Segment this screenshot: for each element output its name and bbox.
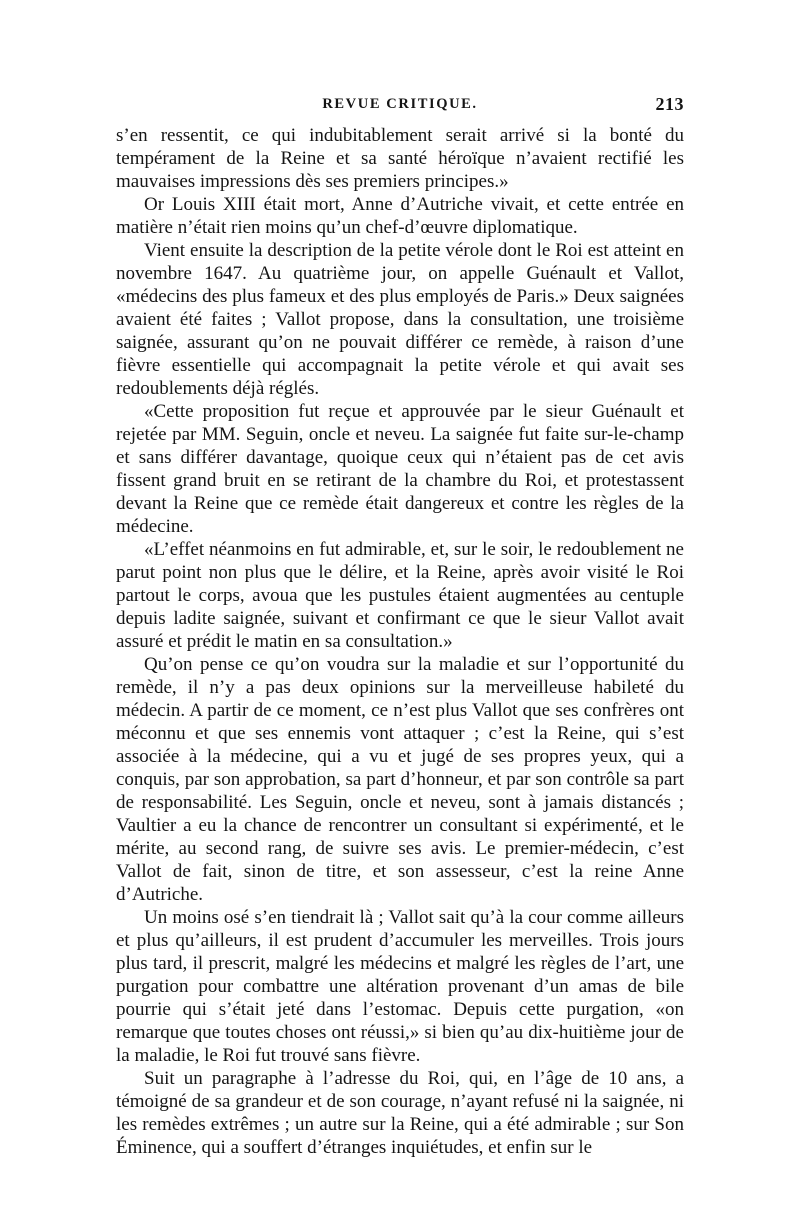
paragraph-roi: Suit un paragraphe à l’adresse du Roi, qui, en l’âge de 10 ans, a témoigné de sa grandeur et de son courage, n’ayant refusé ni la saignée, ni les remèdes extrêmes ; un autre sur la Reine, qui a été admirable ; sur Son Éminence, qui a souffert d’étranges inquiétudes, et enfin sur le [116, 1068, 684, 1158]
paragraph-opinions: Qu’on pense ce qu’on voudra sur la maladie et sur l’opportunité du remède, il n’y a pas deux opinions sur la merveilleuse habileté du médecin. A partir de ce moment, ce n’est plus Vallot que ses confrères ont méconnu et que ses ennemis vont attaquer ; c’est la Reine, qui s’est associée à la médecine, qui a vu et jugé de ses propres yeux, qui a conquis, par son approbation, sa part d’honneur, et par son contrôle sa part de responsabilité. Les Seguin, oncle et neveu, sont à jamais distancés ; Vaultier a eu la chance de rencontrer un consultant si expérimenté, et le mérite, au second rang, de suivre ses avis. Le premier-médecin, c’est Vallot de fait, sinon de titre, et son assesseur, c’est la reine Anne d’Autriche. [116, 654, 684, 905]
paragraph-louis-xiii: Or Louis XIII était mort, Anne d’Autriche vivait, et cette entrée en matière n’était rien moins qu’un chef-d’œuvre diplomatique. [116, 194, 684, 238]
running-title: REVUE CRITIQUE. [322, 96, 478, 112]
body-text [116, 124, 684, 1159]
page-number: 213 [655, 94, 684, 114]
document-page [116, 96, 684, 1159]
page-header [116, 96, 684, 122]
paragraph-petite-verole: Vient ensuite la description de la petite vérole dont le Roi est atteint en novembre 1647. Au quatrième jour, on appelle Guénault et Vallot, «médecins des plus fameux et des plus employés de Paris.» Deux saignées avaient été faites ; Vallot propose, dans la consultation, une troisième saignée, assurant qu’on ne pouvait différer ce remède, à raison d’une fièvre essentielle qui accompagnait la petite vérole et qui avait ses redoublements déjà réglés. [116, 240, 684, 399]
paragraph-effet: «L’effet néanmoins en fut admirable, et, sur le soir, le redoublement ne parut point non plus que le délire, et la Reine, après avoir visité le Roi partout le corps, avoua que les pustules étaient augmentées au centuple depuis ladite saignée, suivant et confirmant ce que le sieur Vallot avait assuré et prédit le matin en sa consultation.» [116, 539, 684, 652]
paragraph-continuation: s’en ressentit, ce qui indubitablement serait arrivé si la bonté du tempérament de la Reine et sa santé héroïque n’avaient rectifié les mauvaises impressions dès ses premiers principes.» [116, 125, 684, 192]
paragraph-purgation: Un moins osé s’en tiendrait là ; Vallot sait qu’à la cour comme ailleurs et plus qu’ailleurs, il est prudent d’accumuler les merveilles. Trois jours plus tard, il prescrit, malgré les médecins et malgré les règles de l’art, une purgation pour combattre une altération provenant d’un amas de bile pourrie qui s’était jeté dans l’estomac. Depuis cette purgation, «on remarque que toutes choses ont réussi,» si bien qu’au dix-huitième jour de la maladie, le Roi fut trouvé sans fièvre. [116, 907, 684, 1066]
paragraph-proposition: «Cette proposition fut reçue et approuvée par le sieur Guénault et rejetée par MM. Seguin, oncle et neveu. La saignée fut faite sur-le-champ et sans différer davantage, quoique ceux qui n’étaient pas de cet avis fissent grand bruit en se retirant de la chambre du Roi, et protestassent devant la Reine que ce remède était dangereux et contre les règles de la médecine. [116, 401, 684, 537]
